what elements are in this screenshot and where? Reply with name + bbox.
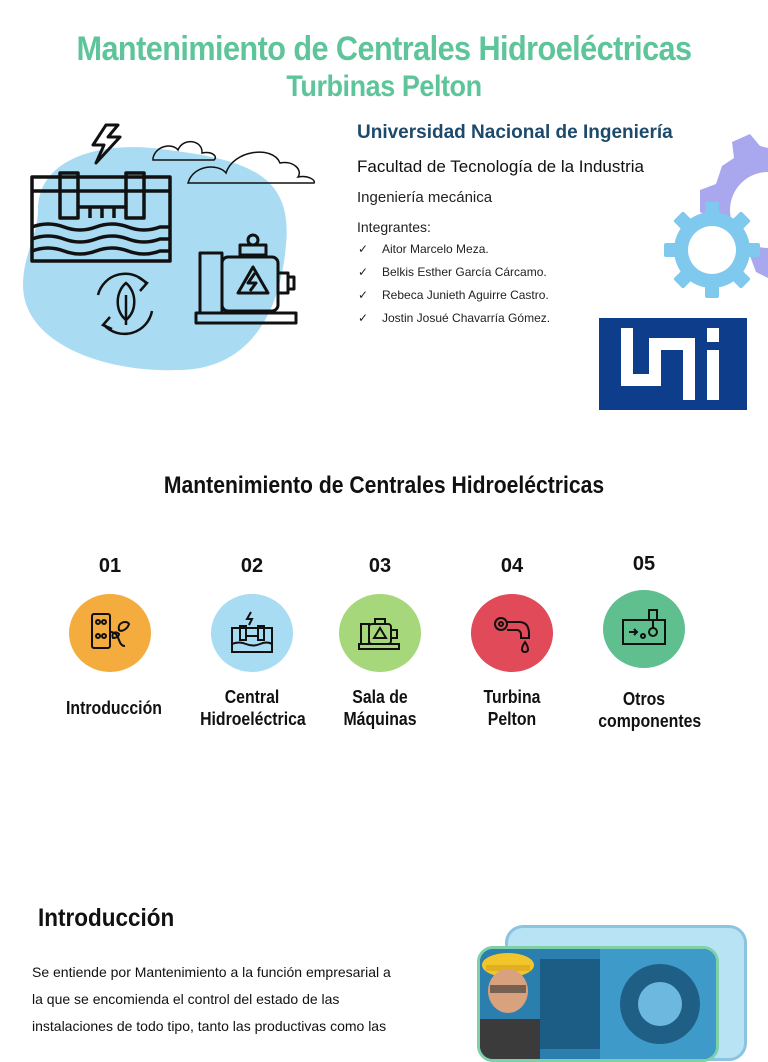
check-icon: ✓	[358, 311, 369, 325]
uni-logo	[599, 318, 747, 410]
members-list	[358, 240, 550, 332]
step-turbina-pelton[interactable]	[462, 555, 562, 730]
intro-line: Se entiende por Mantenimiento a la función empresarial a	[32, 964, 391, 980]
gear-icon	[664, 202, 760, 298]
step-number: 03	[368, 555, 392, 577]
step-circle	[603, 590, 685, 668]
pipe-drop-icon	[489, 610, 535, 656]
dam-icon	[229, 610, 275, 656]
step-number: 02	[240, 555, 264, 577]
step-otros-componentes[interactable]	[592, 553, 702, 732]
step-circle	[339, 594, 421, 672]
step-sala-de-maquinas[interactable]	[330, 555, 430, 730]
blue-blob	[23, 147, 287, 370]
step-circle	[69, 594, 151, 672]
step-number: 01	[98, 555, 122, 577]
gears-illustration	[660, 128, 768, 300]
section-heading: Mantenimiento de Centrales Hidroeléctricas	[163, 472, 605, 499]
step-label: Sala de Máquinas	[343, 687, 417, 729]
step-circle	[211, 594, 293, 672]
page-subtitle: Turbinas Pelton	[286, 70, 482, 103]
step-number: 04	[500, 555, 524, 577]
members-label: Integrantes:	[357, 219, 431, 235]
intro-line: la que se encomienda el control del estado de las	[32, 991, 340, 1007]
list-item	[358, 240, 550, 263]
step-circle	[471, 594, 553, 672]
worker-machinery-image	[480, 949, 716, 1059]
generator-icon	[357, 610, 403, 656]
step-number: 05	[632, 553, 656, 575]
filter-tank-icon	[619, 606, 669, 652]
step-label: Central Hidroeléctrica	[200, 687, 306, 729]
member-name: Jostin Josué Chavarría Gómez.	[382, 311, 551, 325]
list-item	[358, 263, 550, 286]
member-name: Rebeca Junieth Aguirre Castro.	[382, 288, 549, 302]
check-icon: ✓	[358, 288, 369, 302]
list-item	[358, 309, 550, 332]
career-name: Ingeniería mecánica	[357, 189, 493, 206]
worker-photo	[477, 946, 719, 1062]
power-outlet-plant-icon	[87, 610, 133, 656]
step-introduccion[interactable]	[60, 555, 160, 719]
intro-line: instalaciones de todo tipo, tanto las productivas como las	[32, 1018, 387, 1034]
step-central-hidroelectrica[interactable]	[193, 555, 311, 730]
intro-heading: Introducción	[38, 904, 175, 932]
member-name: Aitor Marcelo Meza.	[382, 242, 489, 256]
step-label: Otros componentes	[598, 689, 702, 731]
intro-paragraph	[32, 959, 418, 1040]
list-item	[358, 286, 550, 309]
member-name: Belkis Esther García Cárcamo.	[382, 265, 547, 279]
step-label: Turbina Pelton	[483, 687, 541, 729]
step-label: Introducción	[66, 698, 162, 718]
hydro-illustration	[18, 115, 328, 380]
check-icon: ✓	[358, 265, 369, 279]
check-icon: ✓	[358, 242, 369, 256]
page-title: Mantenimiento de Centrales Hidroeléctricas	[76, 30, 692, 68]
university-name: Universidad Nacional de Ingeniería	[357, 122, 673, 143]
faculty-name: Facultad de Tecnología de la Industria	[357, 157, 644, 176]
